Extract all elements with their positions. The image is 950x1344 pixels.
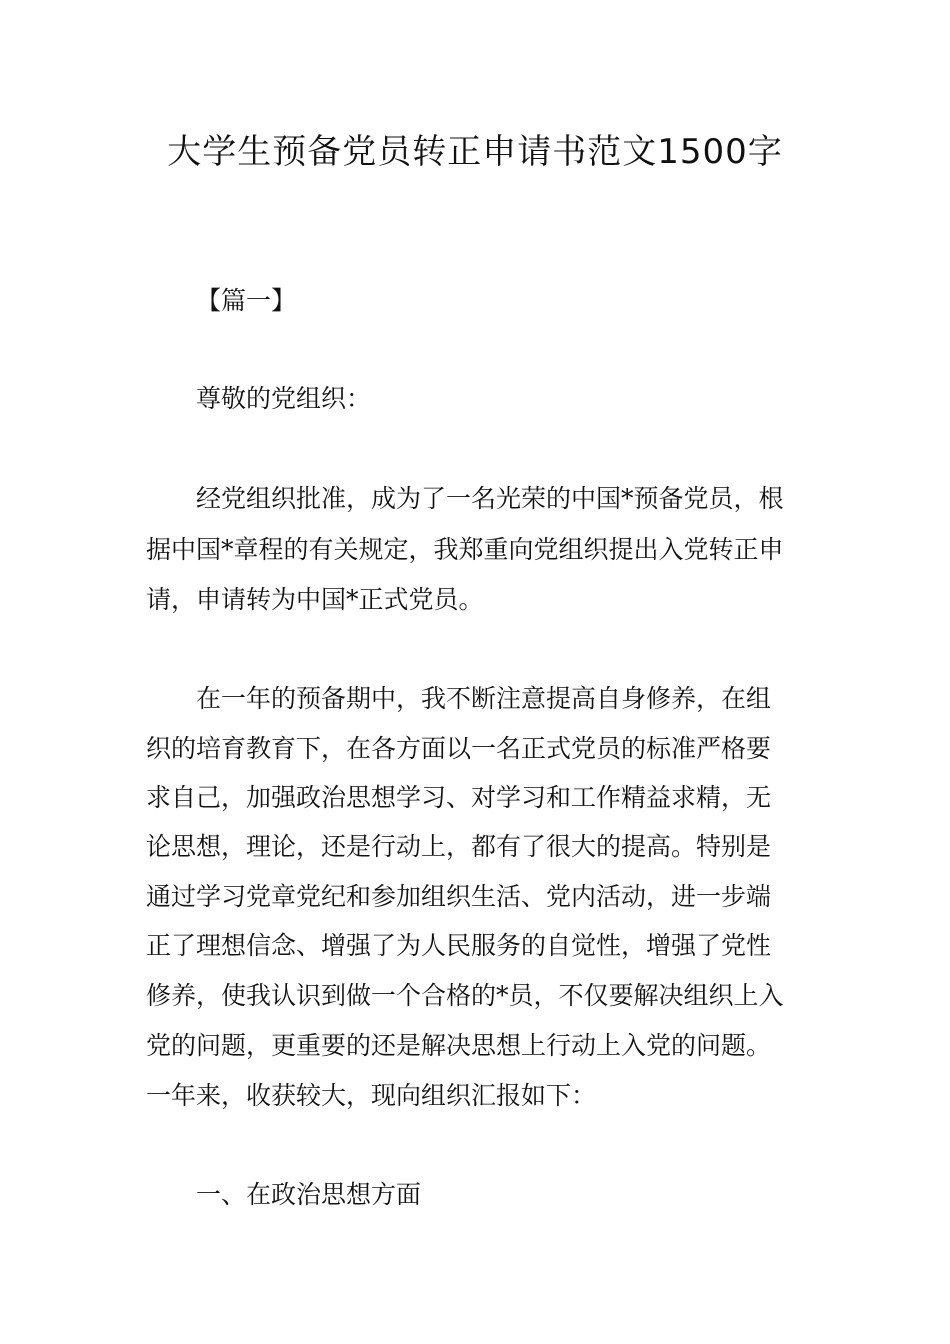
paragraph-line: 正了理想信念、增强了为人民服务的自觉性，增强了党性 [146,931,772,960]
salutation: 尊敬的党组织： [196,384,372,413]
document-title: 大学生预备党员转正申请书范文1500字 [167,132,783,172]
paragraph-line: 党的问题，更重要的还是解决思想上行动上入党的问题。 [146,1031,772,1060]
paragraph-line: 经党组织批准，成为了一名光荣的中国*预备党员，根 [196,484,784,513]
paragraph-line: 一年来，收获较大，现向组织汇报如下： [146,1081,597,1110]
section-heading: 一、在政治思想方面 [196,1180,422,1209]
paragraph-line: 修养，使我认识到做一个合格的*员，不仅要解决组织上入 [146,981,784,1010]
paragraph-line: 据中国*章程的有关规定，我郑重向党组织提出入党转正申 [146,535,784,564]
paragraph-line: 请，申请转为中国*正式党员。 [146,585,484,614]
paragraph-line: 论思想，理论，还是行动上，都有了很大的提高。特别是 [146,832,772,861]
section-label: 【篇一】 [196,286,297,315]
paragraph-line: 通过学习党章党纪和参加组织生活、党内活动，进一步端 [146,882,772,911]
paragraph-line: 求自己，加强政治思想学习、对学习和工作精益求精，无 [146,783,772,812]
paragraph-line: 织的培育教育下，在各方面以一名正式党员的标准严格要 [146,734,772,763]
paragraph-line: 在一年的预备期中，我不断注意提高自身修养，在组 [196,684,772,713]
